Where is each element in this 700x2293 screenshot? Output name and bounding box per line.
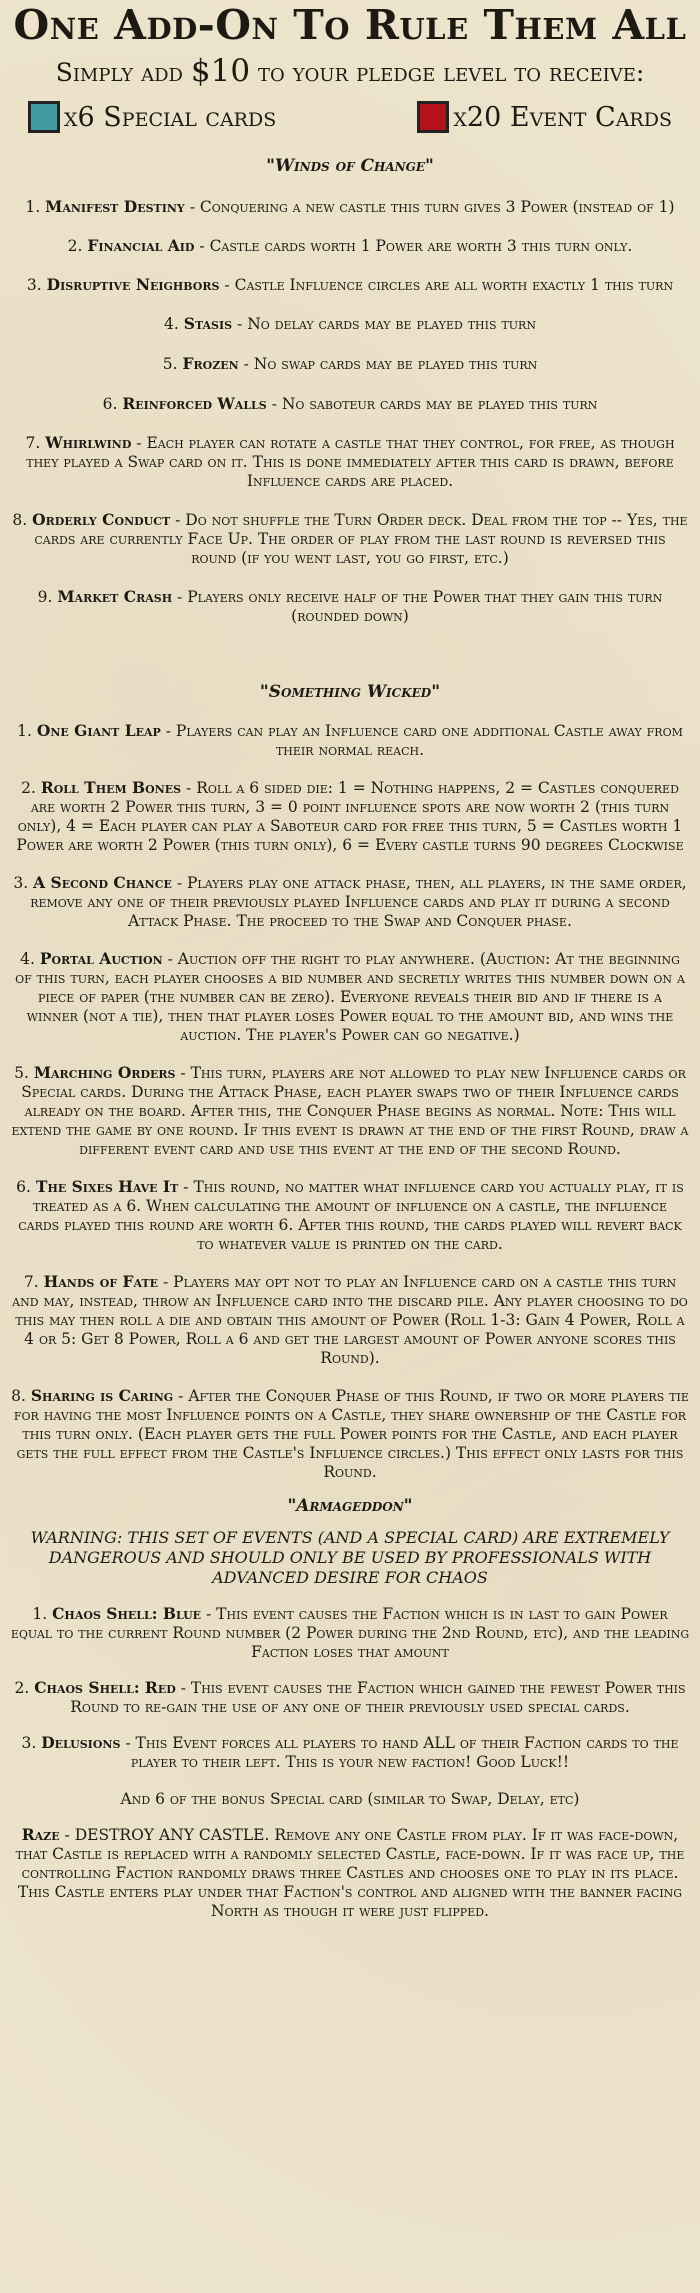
entry-number: 3. (26, 276, 42, 294)
entry-name: Chaos Shell: Red (34, 1678, 176, 1697)
entry-text: - DESTROY ANY CASTLE. Remove any one Castle from play. If it was face-down, that Castle is replaced with a randomly selected Castle, face-down. If it was face up, the controlling Faction randomly draws three Castles and chooses one to play in its place. This Castle enters play under that Faction's control and aligned with the banner facing North as though it were just flipped. (15, 1826, 685, 1920)
armageddon-entry-1 (10, 1604, 690, 1662)
entry-name: Portal Auction (39, 949, 163, 968)
entry-text: - This turn, players are not allowed to play new Influence cards or Special cards. During the Attack Phase, each player swaps two of their Influence cards already on the board. After this, the Conquer Phase begins as normal. Note: This will extend the game by one round. If this event is drawn at the end of the first Round, draw a different event card and use this event at the end of the second Round. (11, 1064, 689, 1158)
entry-number: 8. (11, 1387, 26, 1405)
entry-name: Stasis (183, 314, 233, 333)
entry-name: Roll Them Bones (40, 778, 182, 797)
subtitle-post: to your pledge level to receive: (258, 58, 645, 87)
entry-text: - Players only receive half of the Power that they gain this turn (rounded down) (177, 588, 663, 625)
wicked-entry-5 (10, 1063, 690, 1159)
special-card-swatch-icon (28, 101, 60, 133)
entry-number: 6. (16, 1178, 31, 1196)
entry-name: Marching Orders (33, 1063, 176, 1082)
entry-number: 1. (17, 722, 32, 740)
special-cards-label: x6 Special cards (64, 101, 277, 133)
subtitle-amount: $10 (190, 53, 251, 89)
entry-name: Raze (21, 1825, 60, 1844)
page-title: One Add-On To Rule Them All (13, 1, 687, 49)
entry-text: - Castle Influence circles are all worth exactly 1 this turn (224, 276, 674, 294)
entry-number: 7. (25, 434, 41, 452)
entry-number: 7. (23, 1273, 39, 1291)
winds-entry-6 (10, 394, 690, 414)
entry-number: 1. (25, 198, 41, 216)
entry-number: 4. (164, 315, 179, 333)
winds-entry-9 (10, 587, 690, 626)
entry-text: - This Event forces all players to hand ALL of their Faction cards to the player to their left. This is your new faction! Good Luck!! (125, 1734, 679, 1771)
entry-number: 5. (162, 355, 178, 373)
event-cards-label: x20 Event Cards (453, 101, 672, 133)
section-title-winds: "Winds of Change" (266, 156, 434, 176)
entry-name: Market Crash (57, 587, 173, 606)
entry-number: 8. (12, 511, 28, 529)
entry-name: One Giant Leap (36, 721, 161, 740)
entry-text: - Castle cards worth 1 Power are worth 3 this turn only. (199, 237, 633, 255)
entry-number: 9. (37, 588, 53, 606)
wicked-entry-7 (10, 1272, 690, 1368)
entry-text: - Players can play an Influence card one additional Castle away from their normal reach. (165, 722, 683, 759)
entry-number: 5. (14, 1064, 29, 1082)
winds-entry-4 (10, 314, 690, 334)
winds-entry-5 (10, 354, 690, 374)
entry-name: Orderly Conduct (32, 510, 171, 529)
entry-text: - No swap cards may be played this turn (243, 355, 538, 373)
entry-text: - Do not shuffle the Turn Order deck. Deal from the top -- Yes, the cards are currently Face Up. The order of play from the last round is reversed this round (if you went last, you go first, etc.) (34, 511, 688, 567)
entry-text: - Each player can rotate a castle that they control, for free, as though they played a Swap card on it. This is done immediately after this card is drawn, before Influence cards are placed. (26, 434, 675, 490)
wicked-entry-4 (10, 949, 690, 1045)
entry-name: Frozen (182, 354, 239, 373)
special-cards-item (28, 101, 276, 133)
armageddon-entry-3 (10, 1733, 690, 1772)
winds-entry-2 (10, 236, 690, 256)
entry-name: Financial Aid (87, 236, 195, 255)
entry-text: - Players play one attack phase, then, all players, in the same order, remove any one of their previously played Influence cards and play it during a second Attack Phase. The proceed to the Swap and Conquer phase. (30, 874, 687, 930)
entry-number: 2. (67, 237, 83, 255)
entry-text: - This event causes the Faction which is in last to gain Power equal to the current Round number (2 Power during the 2nd Round, etc), and the leading Faction loses that amount (10, 1605, 690, 1661)
cards-row (10, 98, 690, 136)
event-card-swatch-icon (417, 101, 449, 133)
winds-entry-1 (10, 197, 690, 217)
entry-name: Manifest Destiny (45, 197, 185, 216)
wicked-entry-3 (10, 873, 690, 931)
entry-number: 3. (21, 1734, 37, 1752)
section-title-armageddon: "Armageddon" (287, 1496, 413, 1516)
wicked-entry-8 (10, 1386, 690, 1482)
entry-text: - Players may opt not to play an Influence card on a castle this turn and may, instead, throw an Influence card into the discard pile. Any player choosing to do this may then roll a die and obtain this amount of Power (Roll 1-3: Gain 4 Power, Roll a 4 or 5: Get 8 Power, Roll a 6 and get the largest amount of Power anyone scores this Round). (12, 1273, 688, 1367)
wicked-entry-1 (10, 721, 690, 760)
subtitle-pre: Simply add (55, 58, 183, 87)
entry-name: Reinforced Walls (122, 394, 267, 413)
entry-name: The Sixes Have It (35, 1177, 179, 1196)
entry-text: - No delay cards may be played this turn (237, 315, 536, 333)
entry-text: - This event causes the Faction which gained the fewest Power this Round to re-gain the use of any one of their previously used special cards. (70, 1679, 686, 1716)
entry-name: Delusions (41, 1733, 121, 1752)
entry-text: - Auction off the right to play anywhere. (Auction: At the beginning of this turn, each player chooses a bid number and secretly writes this number down on a piece of paper (the number can be zero). Everyone reveals their bid and if there is a winner (not a tie), then that player loses Power equal to the amount bid, and wins the auction. The player's Power can go negative.) (15, 950, 685, 1044)
pledge-subtitle (10, 54, 690, 90)
entry-text: - Roll a 6 sided die: 1 = Nothing happens, 2 = Castles conquered are worth 2 Power this turn, 3 = 0 point influence spots are now worth 2 (this turn only), 4 = Each player can play a Saboteur card for free this turn, 5 = Castles worth 1 Power are worth 2 Power (this turn only), 6 = Every castle turns 90 degrees Clockwise (16, 779, 684, 854)
entry-number: 3. (13, 874, 29, 892)
entry-text: - After the Conquer Phase of this Round, if two or more players tie for having the most Influence points on a Castle, they share ownership of the Castle for this turn only. (Each player gets the full Power points for the Castle, and each player gets the full effect from the Castle's Influence circles.) This effect only lasts for this Round. (13, 1387, 689, 1481)
entry-text: - Conquering a new castle this turn gives 3 Power (instead of 1) (189, 198, 675, 216)
armageddon-warning: WARNING: THIS SET OF EVENTS (AND A SPECIAL CARD) ARE EXTREMELY DANGEROUS AND SHOULD ONLY BE USED BY PROFESSIONALS WITH ADVANCED DESIRE FOR CHAOS (30, 1528, 670, 1587)
entry-name: Disruptive Neighbors (46, 275, 220, 294)
winds-entry-7 (10, 433, 690, 491)
entry-number: 2. (14, 1679, 30, 1697)
entry-number: 6. (102, 395, 118, 413)
entry-name: A Second Chance (33, 873, 172, 892)
entry-number: 2. (21, 779, 36, 797)
section-title-wicked: "Something Wicked" (259, 682, 441, 702)
entry-name: Whirlwind (45, 433, 132, 452)
entry-name: Chaos Shell: Blue (52, 1604, 202, 1623)
winds-entry-8 (10, 510, 690, 568)
winds-entry-3 (10, 275, 690, 295)
entry-text: - No saboteur cards may be played this turn (271, 395, 598, 413)
entry-name: Sharing is Caring (30, 1386, 174, 1405)
wicked-entry-6 (10, 1177, 690, 1254)
entry-text: - This round, no matter what influence card you actually play, it is treated as a 6. When calculating the amount of influence on a castle, the influence cards played this round are worth 6. After this round, the cards played will revert back to whatever value is printed on the card. (18, 1178, 684, 1253)
event-cards-item (417, 101, 672, 133)
entry-number: 4. (20, 950, 35, 968)
wicked-entry-2 (10, 778, 690, 855)
entry-number: 1. (32, 1605, 48, 1623)
armageddon-entry-2 (10, 1678, 690, 1717)
bonus-special-note: And 6 of the bonus Special card (similar to Swap, Delay, etc) (120, 1790, 580, 1808)
entry-name: Hands of Fate (43, 1272, 159, 1291)
raze-entry (10, 1825, 690, 1921)
